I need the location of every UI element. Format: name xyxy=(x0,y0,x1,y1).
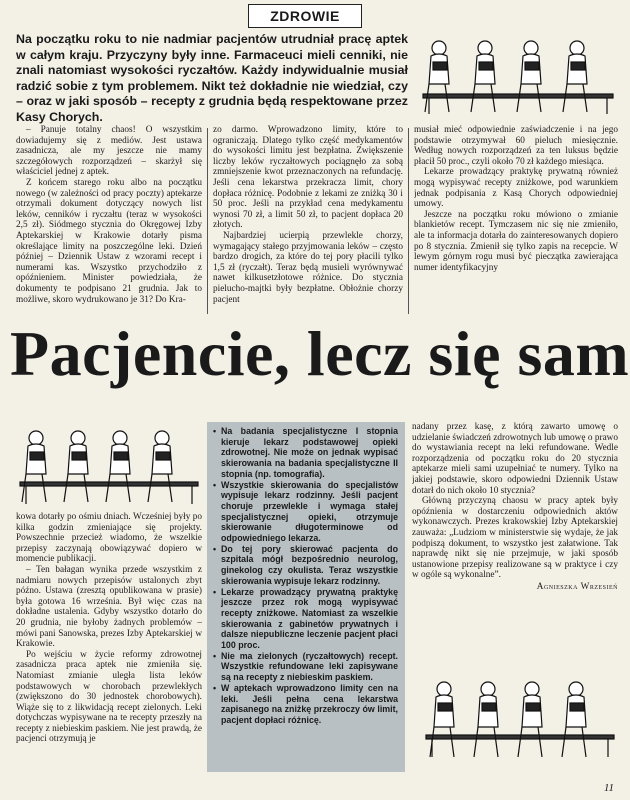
patients-illustration-left xyxy=(14,420,204,506)
paragraph: zo darmo. Wprowadzono limity, które to ograniczają. Dlatego tylko część medykamentów do wysokości limitu jest bezpłatna. Zwiększenie liczby leków ryczałtowych pociągnęło za sobą zmniejszenie kwot przeznaczonych na refundację. Jeśli cena lekarstwa przekracza limit, chory dopłaca różnicę. Podobnie z lekami ze zniżką 30 i 50 proc. Jeśli na przykład cena medykamentu wynosi 70 zł, a limit 50 zł, to pacjent dopłaca 20 złotych. xyxy=(213,125,403,231)
paragraph: – Panuje totalny chaos! O wszystkim dowiadujemy się z mediów. Jest ustawa zasadnicza, ale my jeszcze nie mamy szczegółowych rozporządzeń – skarżył się właściciel jednej z aptek. xyxy=(16,125,202,178)
author-byline: Agnieszka Wrzesień xyxy=(536,581,618,592)
page-number: 11 xyxy=(603,782,614,794)
patients-illustration-top xyxy=(415,28,620,116)
paragraph: Główną przyczyną chaosu w pracy aptek były opóźnienia w dostarczeniu odpowiednich aktów wykonawczych. Prezes krakowskiej Izby Aptekarskiej zauważa: „Ludziom w ministerstwie się wydaje, że jak podpiszą dokument, to wszystko jest załatwione. Tak naprawdę nikt się nie przejmuje, w jaki sposób ustanowione przepisy realizowane są w praktyce i czy w ogóle są wykonalne”. xyxy=(412,496,618,581)
info-box xyxy=(207,422,405,772)
text-column-6 xyxy=(412,422,618,652)
info-box-item: • Do tej pory skierować pacjenta do szpitala mógł bezpośrednio neurolog, ginekolog czy okulista. Teraz wszystkie skierowania wypisuje lekarz rodzinny. xyxy=(213,544,398,587)
patients-illustration-bottom xyxy=(420,665,620,761)
text-column-4 xyxy=(16,512,202,784)
info-box-item: • W aptekach wprowadzono limity cen na leki. Jeśli pełna cena lekarstwa zapisanego na zniżkę przekroczy ów limit, pacjent dopłaci różnicę. xyxy=(213,683,398,726)
paragraph: musiał mieć odpowiednie zaświadczenie i na jego podstawie otrzymywał 60 pieluch miesięcznie. Według nowych rozporządzeń za ten luksus będzie płacił 50 proc., czyli około 70 zł każdego miesiąca. xyxy=(414,125,618,167)
article-lead: Na początku roku to nie nadmiar pacjentów utrudniał pracę aptek w całym kraju. Przyczyny były inne. Farmaceuci mieli cenniki, nie znali natomiast wysokości ryczałtów. Każdy indywidualnie musiał radzić sobie z tym problemem. Nikt też dokładnie nie wiedział, czy – oraz w jaki sposób – recepty z grudnia będą respektowane przez Kasy Chorych. xyxy=(16,32,408,124)
info-box-item: • Na badania specjalistyczne I stopnia kieruje lekarz podstawowej opieki zdrowotnej. Nie może on jednak wypisać skierowania na badania specjalistyczne II stopnia (np. tomografia). xyxy=(213,426,398,480)
paragraph: Lekarze prowadzący praktykę prywatną również mogą wypisywać recepty zniżkowe, pod warunkiem jednak podpisania z Kasą Chorych odpowiedniej umowy. xyxy=(414,167,618,210)
text-column-1 xyxy=(16,125,202,315)
section-tag: ZDROWIE xyxy=(248,4,362,28)
info-box-item: • Nie ma zielonych (ryczałtowych) recept. Wszystkie refundowane leki zapisywane są na recepty z niebieskim paskiem. xyxy=(213,651,398,683)
paragraph: kowa dotarły po ośmiu dniach. Wcześniej były po kilka godzin zmieniające się projekty. Powszechnie przecież wiadomo, że wszelkie przepisy zaczynają obowiązywać dopiero w momencie publikacji. xyxy=(16,512,202,565)
paragraph: Z końcem starego roku albo na początku nowego (w zależności od pracy poczty) aptekarze otrzymali dokument dotyczący nowych list leków, cenników i ryczałtu (teraz w wysokości 2,5 zł). Siódmego stycznia do Okręgowej Izby Aptekarskiej w Krakowie dotarły pisma określające limity na poszczególne leki. Dzień później – Dziennik Ustaw z wzorami recept i numerami kas. Wszystko przychodziło z opóźnieniem. Minister powiedziała, że dokumenty te podpisano 21 grudnia. Jak to możliwe, skoro wydrukowano je 31? Do Kra- xyxy=(16,177,202,305)
column-divider xyxy=(207,128,208,314)
paragraph: nadany przez kasę, z którą zawarto umowę o udzielanie świadczeń zdrowotnych lub umowę o prawo do wystawiania recept na leki refundowane. Wedle rozporządzenia od początku roku do 20 stycznia aptekarze mieli sami uzupełniać te numery. Tylko na jakiej podstawie, skoro odpowiedni Dziennik Ustaw dotarł do nich około 10 stycznia? xyxy=(412,422,618,496)
text-column-2 xyxy=(213,125,403,315)
paragraph: Najbardziej ucierpią przewlekle chorzy, wymagający stałego przyjmowania leków – często bardzo drogich, za które do tej pory płacili tylko 1,5 zł (ryczałt). Teraz będą musieli wyrównywać nawet kilkusetzłotowe różnice. Do stycznia pielucho-majtki były bezpłatne. Obłożnie chorzy pacjent xyxy=(213,230,403,305)
paragraph: Jeszcze na początku roku mówiono o zmianie blankietów recept. Tymczasem nic się nie zmieniło, ale ta informacja dotarła do zainteresowanych dopiero po 8 stycznia. Zmienił się tylko zapis na recepcie. W lewym górnym rogu musi być pieczątka zawierająca numer identyfikacyjny xyxy=(414,209,618,273)
info-box-item: • Lekarze prowadzący prywatną praktykę jeszcze przez rok mogą wypisywać recepty zniżkowe. Natomiast za wszelkie skierowania z gabinetów prywatnych i dalsze niepubliczne leczenie pacjent płaci 100 proc. xyxy=(213,587,398,651)
column-divider xyxy=(408,128,409,314)
info-box-item: • Wszystkie skierowania do specjalistów wypisuje lekarz rodzinny. Jeśli pacjent choruje przewlekle i wymaga stałej specjalistycznej opieki, otrzymuje skierowanie długoterminowe od odpowiedniego lekarza. xyxy=(213,480,398,544)
text-column-3 xyxy=(414,125,618,315)
article-headline: Pacjencie, lecz się sam xyxy=(10,318,630,389)
paragraph: Po wejściu w życie reformy zdrowotnej zasadnicza praca aptek nie zmieniła się. Natomiast zmianie uległa lista leków podstawowych w chorobach przewlekłych (zwiększono do 30 jednostek chorobowych). Wiąże się to z likwidacją recept zielonych. Leki dotychczas wypisywane na te recepty przeszły na recepty z niebieskim paskiem. Nie jest prawdą, że pacjenci otrzymują je xyxy=(16,649,202,745)
paragraph: – Ten bałagan wynika przede wszystkim z nadmiaru nowych przepisów ustalonych zbyt późno. Ustawa (zresztą opublikowana w prasie) była gotowa 16 września. Był więc czas na dokładne ustalenia. Gdyby wszystko dotarło do 20 grudnia, nie byłoby żadnych problemów – mówi pani Sanowska, prezes Izby Aptekarskiej w Krakowie. xyxy=(16,564,202,650)
